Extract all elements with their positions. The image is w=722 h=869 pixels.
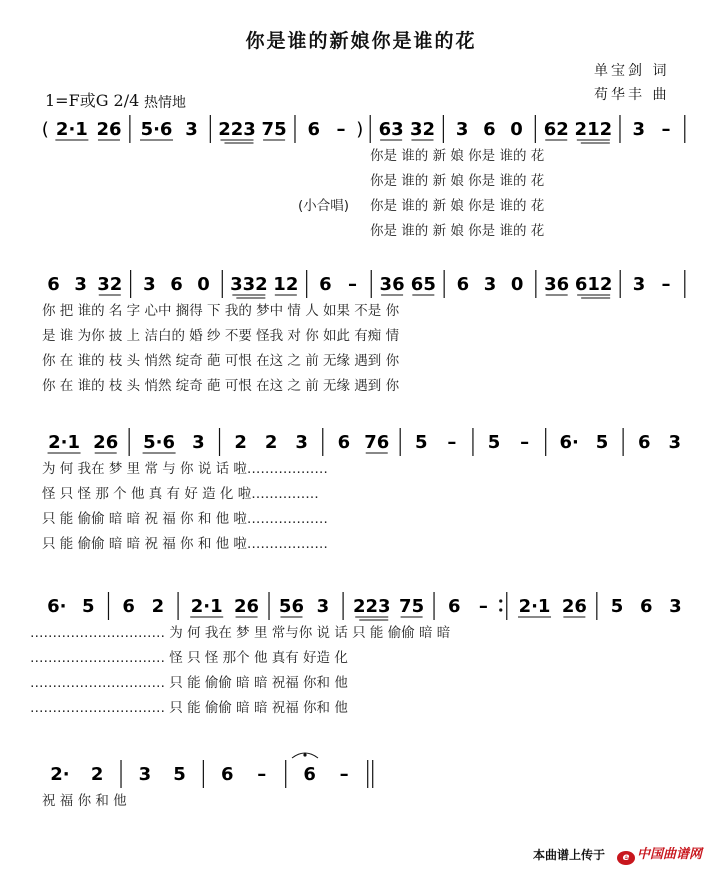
note: 6 (307, 119, 321, 140)
note: 26 (234, 596, 260, 617)
note: 5 (595, 432, 609, 453)
note: 26 (96, 119, 122, 140)
note: 5 (610, 596, 624, 617)
note: 65 (410, 274, 436, 295)
note: 32 (409, 119, 436, 140)
note: 26 (93, 432, 119, 453)
note: 3 (669, 596, 682, 617)
repeat-dot (499, 599, 502, 602)
lyric-line: 只 能 偷偷 暗 暗 祝 福 你 和 他 啦……………… (42, 511, 328, 527)
note: 3 (632, 119, 646, 140)
note: – (478, 596, 488, 617)
note: – (257, 764, 267, 785)
note: 0 (510, 119, 523, 140)
site-name: 中国曲谱网 (637, 847, 703, 862)
note: 3 (455, 119, 469, 140)
note: 6 (483, 119, 496, 140)
note: 5 (487, 432, 501, 453)
note: – (348, 274, 357, 295)
note: 2·1 (190, 596, 223, 617)
note: 6 (122, 596, 135, 617)
parenthesis: ) (356, 119, 364, 140)
lyric-line: 是 谁 为你 披 上 洁白的 婚 纱 不要 怪我 对 你 如此 有痴 情 (42, 328, 400, 344)
note: – (661, 274, 671, 295)
note: 6· (559, 432, 579, 453)
lyric-line: 你是 谁的 新 娘 你是 谁的 花 (370, 223, 545, 239)
note: 6 (170, 274, 183, 295)
note: 2 (264, 432, 278, 453)
note: 5·6 (143, 432, 176, 453)
note: 56 (278, 596, 304, 617)
note: 5 (82, 596, 95, 617)
note: 6 (639, 596, 653, 617)
lyric-line: ………………………… 怪 只 怪 那个 他 真有 好造 化 (30, 650, 348, 666)
note: – (661, 119, 671, 140)
lyric-line: 祝 福 你 和 他 (42, 793, 127, 809)
note: 6 (221, 764, 234, 785)
note: – (520, 432, 530, 453)
note: 12 (273, 274, 299, 295)
note: 2 (234, 432, 247, 453)
lyric-line: ………………………… 只 能 偷偷 暗 暗 祝福 你和 他 (30, 675, 348, 691)
note: 3 (668, 432, 682, 453)
note: 332 (230, 274, 268, 295)
lyric-line: 你 在 谁的 枝 头 悄然 绽奇 葩 可恨 在这 之 前 无缘 遇到 你 (42, 353, 400, 369)
note: 76 (364, 432, 390, 453)
note: 212 (574, 119, 613, 140)
note: 3 (143, 274, 156, 295)
note: 3 (295, 432, 308, 453)
note: 6· (47, 596, 67, 617)
upload-note: 本曲谱上传于 (533, 848, 606, 862)
note: 36 (379, 274, 405, 295)
key-signature: 1=F或G 2/4 (45, 91, 140, 110)
lyric-line: 只 能 偷偷 暗 暗 祝 福 你 和 他 啦……………… (42, 536, 328, 552)
note: 3 (185, 119, 198, 140)
note: 2· (50, 764, 70, 785)
lyric-line: 你是 谁的 新 娘 你是 谁的 花 (370, 198, 545, 214)
fermata-dot (303, 753, 306, 756)
note: 3 (192, 432, 205, 453)
note: 2·1 (518, 596, 551, 617)
note: 612 (574, 274, 613, 295)
note: 62 (543, 119, 569, 140)
note: 6 (456, 274, 470, 295)
note: 26 (561, 596, 587, 617)
note: 32 (97, 274, 123, 295)
note: 6 (319, 274, 332, 295)
note: 63 (378, 119, 404, 140)
site-logo-icon: e (617, 851, 635, 865)
note: 6 (47, 274, 60, 295)
song-title: 你是谁的新娘你是谁的花 (245, 30, 477, 52)
lyric-line: 怪 只 怪 那 个 他 真 有 好 造 化 啦…………… (42, 486, 319, 502)
lyric-line: 你 在 谁的 枝 头 悄然 绽奇 葩 可恨 在这 之 前 无缘 遇到 你 (42, 378, 400, 394)
note: – (447, 432, 457, 453)
note: 0 (197, 274, 210, 295)
note: 223 (218, 119, 256, 140)
parenthesis: ( (41, 119, 49, 140)
note: 3 (483, 274, 497, 295)
note: 75 (399, 596, 425, 617)
lyric-line: ………………………… 只 能 偷偷 暗 暗 祝福 你和 他 (30, 700, 348, 716)
note: 2·1 (48, 432, 80, 453)
note: 2·1 (55, 119, 88, 140)
note: 3 (138, 764, 152, 785)
lyric-line: 为 何 我在 梦 里 常 与 你 说 话 啦……………… (42, 461, 328, 477)
note: 6 (447, 596, 461, 617)
note: 6 (303, 764, 316, 785)
lyric-line: ………………………… 为 何 我在 梦 里 常与你 说 话 只 能 偷偷 暗 暗 (30, 625, 451, 641)
note: 36 (544, 274, 570, 295)
section-note: (小合唱) (298, 198, 350, 214)
site-logo[interactable] (617, 843, 702, 865)
note: 75 (261, 119, 287, 140)
lyric-line: 你 把 谁的 名 字 心中 搁得 下 我的 梦中 情 人 如果 不是 你 (42, 303, 400, 319)
note: 5·6 (140, 119, 173, 140)
note: 3 (74, 274, 87, 295)
repeat-dot (499, 608, 502, 611)
note: 2 (151, 596, 165, 617)
note: 2 (90, 764, 104, 785)
note: 3 (316, 596, 330, 617)
lyric-line: 你是 谁的 新 娘 你是 谁的 花 (370, 173, 545, 189)
note: – (336, 119, 346, 140)
note: 5 (173, 764, 186, 785)
tempo-marking: 热情地 (144, 95, 186, 111)
lyricist-credit: 单宝剑 词 (594, 63, 670, 79)
composer-credit: 苟华丰 曲 (594, 87, 670, 103)
note: – (339, 764, 349, 785)
note: 6 (337, 432, 351, 453)
note: 5 (415, 432, 428, 453)
note: 223 (352, 596, 391, 617)
note: 0 (510, 274, 524, 295)
note: 6 (637, 432, 651, 453)
note: 3 (632, 274, 646, 295)
lyric-line: 你是 谁的 新 娘 你是 谁的 花 (370, 148, 545, 164)
